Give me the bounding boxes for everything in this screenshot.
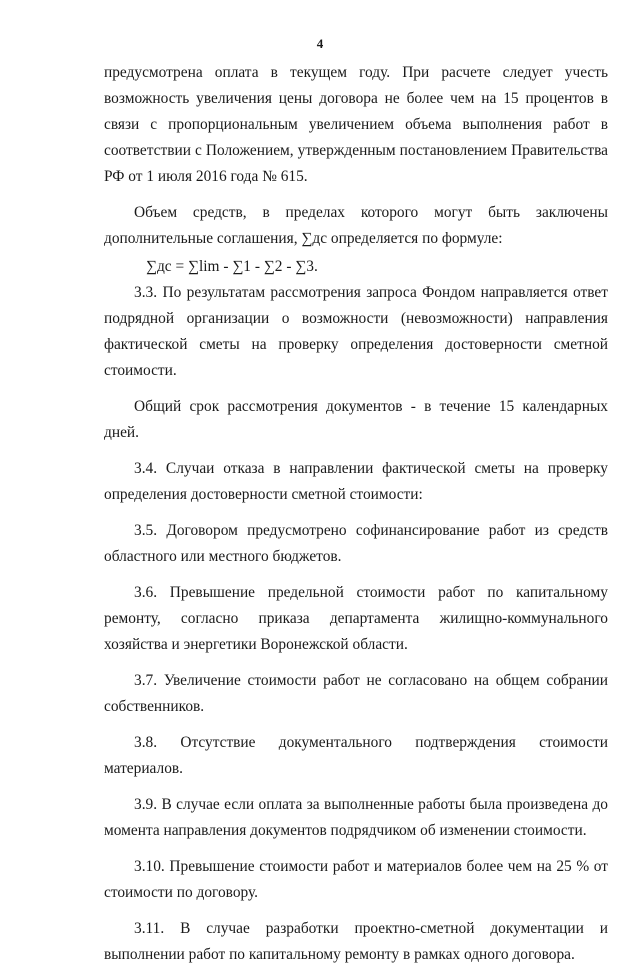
paragraph-3-7: 3.7. Увеличение стоимости работ не согласовано на общем собрании собственников. xyxy=(104,672,608,715)
paragraph-continuation: предусмотрена оплата в текущем году. При расчете следует учесть возможность увеличения цены договора не более чем на 15 процентов в связи с пропорциональным увеличением объема выполнения работ в соответствии с Положением, утвержденным постановлением Правительства РФ от 1 июля 2016 года № 615. xyxy=(104,64,608,185)
paragraph-3-9: 3.9. В случае если оплата за выполненные работы была произведена до момента направления документов подрядчиком об изменении стоимости. xyxy=(104,796,608,839)
document-body xyxy=(104,60,608,968)
paragraph-review-period: Общий срок рассмотрения документов - в течение 15 календарных дней. xyxy=(104,398,608,441)
paragraph-3-6: 3.6. Превышение предельной стоимости работ по капитальному ремонту, согласно приказа департамента жилищно-коммунального хозяйства и энергетики Воронежской области. xyxy=(104,584,608,653)
paragraph-3-3: 3.3. По результатам рассмотрения запроса Фондом направляется ответ подрядной организации о возможности (невозможности) направления фактической сметы на проверку определения достоверности сметной стоимости. xyxy=(104,284,608,379)
paragraph-3-8: 3.8. Отсутствие документального подтверждения стоимости материалов. xyxy=(104,734,608,777)
paragraph-3-10: 3.10. Превышение стоимости работ и материалов более чем на 25 % от стоимости по договору. xyxy=(104,858,608,901)
formula: ∑дс = ∑lim - ∑1 - ∑2 - ∑3. xyxy=(146,258,318,275)
paragraph-volume-of-funds: Объем средств, в пределах которого могут быть заключены дополнительные соглашения, ∑дс определяется по формуле: xyxy=(104,204,608,247)
page-number: 4 xyxy=(316,36,324,51)
paragraph-3-4: 3.4. Случаи отказа в направлении фактической сметы на проверку определения достоверности сметной стоимости: xyxy=(104,460,608,503)
paragraph-3-5: 3.5. Договором предусмотрено софинансирование работ из средств областного или местного бюджетов. xyxy=(104,522,608,565)
paragraph-3-11: 3.11. В случае разработки проектно-сметной документации и выполнении работ по капитальному ремонту в рамках одного договора. xyxy=(104,920,608,963)
